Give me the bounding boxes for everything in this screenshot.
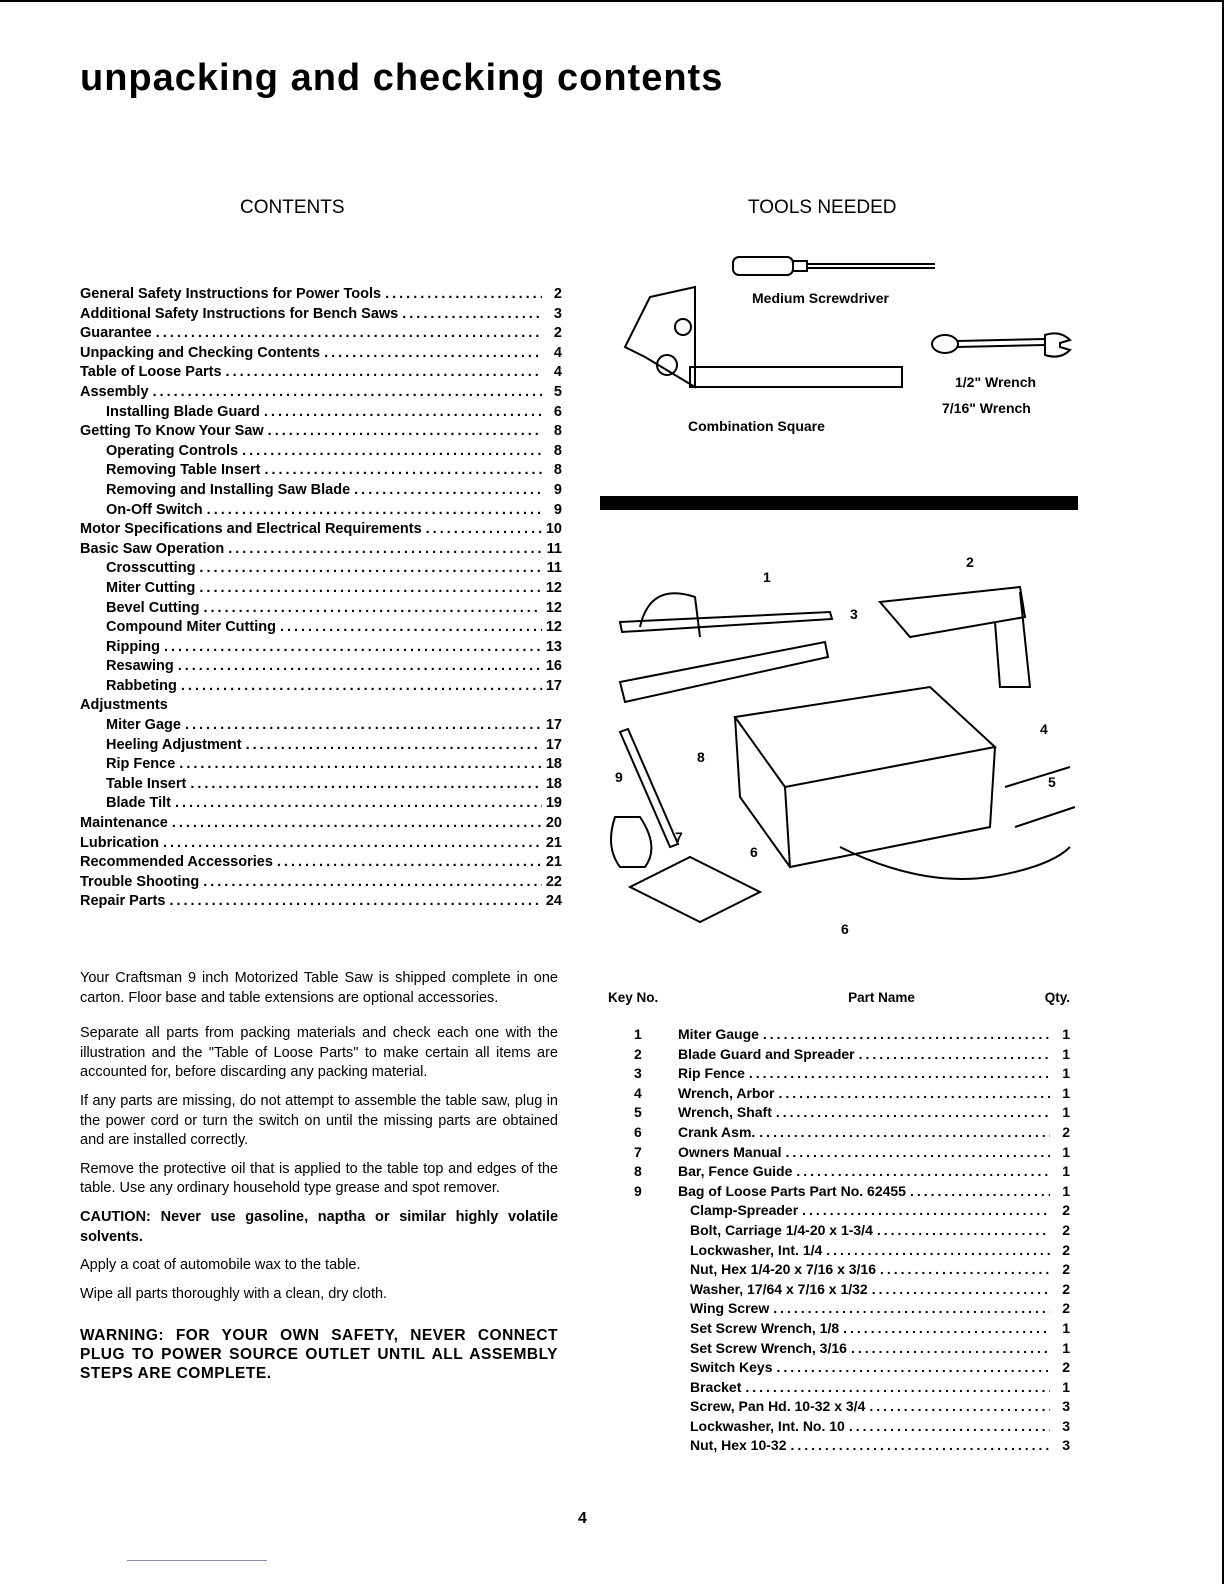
warning-text: WARNING: FOR YOUR OWN SAFETY, NEVER CONNECT PLUG TO POWER SOURCE OUTLET UNTIL ALL ASSEMBLY STEPS ARE COMPLETE.	[80, 1327, 558, 1383]
table-header	[608, 990, 1070, 1005]
leader-dots	[826, 1242, 1050, 1258]
toc-label: Blade Tilt	[106, 795, 171, 812]
toc-page: 20	[545, 815, 562, 832]
leader-dots	[226, 364, 542, 380]
toc-entry	[80, 364, 562, 384]
toc-page: 3	[553, 305, 562, 322]
parts-bag-icon	[611, 817, 651, 867]
table-row	[608, 1046, 1070, 1066]
part-qty: 2	[1062, 1300, 1070, 1317]
table-row	[608, 1281, 1070, 1301]
caution-label: CAUTION:	[80, 1208, 151, 1225]
part-name: Set Screw Wrench, 1/8	[690, 1319, 840, 1336]
leader-dots	[163, 835, 542, 851]
toc-entry	[80, 776, 562, 796]
part-qty: 1	[1062, 1143, 1070, 1160]
toc-label: Crosscutting	[106, 560, 196, 577]
part-name: Bolt, Carriage 1/4-20 x 1-3/4	[690, 1221, 873, 1238]
toc-entry	[80, 815, 562, 835]
paragraph: Separate all parts from packing materials and check each one with the illustration and the "Table of Loose Parts" to make certain all items are accounted for, before discarding any packing material.	[80, 1025, 558, 1081]
toc-page: 8	[553, 462, 562, 479]
leader-dots	[745, 1379, 1050, 1395]
table-row	[608, 1418, 1070, 1438]
toc-page: 2	[553, 325, 562, 342]
table-row	[608, 1163, 1070, 1183]
toc-page: 9	[553, 501, 562, 518]
part-qty: 3	[1062, 1398, 1070, 1415]
leader-dots	[324, 345, 542, 361]
toc-entry	[80, 502, 562, 522]
leader-dots	[185, 717, 542, 733]
table-row	[608, 1026, 1070, 1046]
toc-entry	[80, 462, 562, 482]
callout-2: 2	[966, 554, 974, 570]
leader-dots	[354, 482, 542, 498]
rip-fence-icon	[620, 642, 828, 702]
part-qty: 2	[1062, 1359, 1070, 1376]
leader-dots	[877, 1222, 1050, 1238]
loose-parts-table	[608, 990, 1070, 1457]
toc-entry	[80, 874, 562, 894]
toc-label: Adjustments	[80, 697, 168, 714]
toc-page: 2	[553, 286, 562, 302]
part-qty: 2	[1062, 1221, 1070, 1238]
callout-6: 6	[750, 844, 758, 860]
toc-entry	[80, 560, 562, 580]
toc-label: Table Insert	[106, 775, 187, 792]
part-name: Washer, 17/64 x 7/16 x 1/32	[690, 1280, 868, 1297]
leader-dots	[280, 619, 542, 635]
toc-entry	[80, 580, 562, 600]
toc-entry	[80, 286, 562, 306]
part-qty: 2	[1062, 1241, 1070, 1258]
toc-page: 12	[545, 579, 562, 596]
toc-entry	[80, 345, 562, 365]
toc-label: Table of Loose Parts	[80, 364, 222, 381]
part-qty: 3	[1062, 1417, 1070, 1434]
toc-entry	[80, 619, 562, 639]
toc-entry	[80, 658, 562, 678]
part-qty: 2	[1062, 1280, 1070, 1297]
blade-guard-icon	[880, 587, 1030, 687]
toc-label: Installing Blade Guard	[106, 403, 260, 420]
leader-dots	[859, 1046, 1050, 1062]
leader-dots	[169, 893, 541, 909]
toc-label: Motor Specifications and Electrical Requirements	[80, 521, 422, 538]
toc-page: 11	[546, 540, 562, 557]
toc-page: 12	[545, 599, 562, 616]
toc-entry	[80, 893, 562, 913]
paragraph: Your Craftsman 9 inch Motorized Table Saw is shipped complete in one carton. Floor base and table extensions are optional accessories.	[80, 970, 558, 1006]
leader-dots	[156, 325, 542, 341]
toc-page: 11	[546, 560, 562, 577]
contents-heading: CONTENTS	[240, 197, 345, 218]
divider-bar	[600, 496, 1078, 510]
toc-entry	[80, 795, 562, 815]
part-name: Screw, Pan Hd. 10-32 x 3/4	[690, 1398, 866, 1415]
part-qty: 1	[1062, 1319, 1070, 1336]
toc-label: Rabbeting	[106, 677, 177, 694]
key-no: 5	[634, 1104, 642, 1121]
toc-entry	[80, 756, 562, 776]
toc-entry	[80, 306, 562, 326]
table-row	[608, 1222, 1070, 1242]
leader-dots	[402, 306, 542, 322]
toc-label: Recommended Accessories	[80, 854, 273, 871]
fence-guide-bar-icon	[620, 729, 678, 847]
caution-paragraph	[80, 1208, 558, 1247]
leader-dots	[175, 795, 542, 811]
table-row	[608, 1437, 1070, 1457]
table-row	[608, 1398, 1070, 1418]
toc-entry	[80, 737, 562, 757]
toc-label: Heeling Adjustment	[106, 736, 242, 753]
part-qty: 1	[1062, 1104, 1070, 1121]
part-name-header: Part Name	[848, 990, 915, 1005]
toc-label: Miter Cutting	[106, 579, 196, 596]
toc-page: 5	[553, 383, 562, 400]
part-name: Crank Asm.	[678, 1123, 756, 1140]
leader-dots	[203, 600, 541, 616]
leader-dots	[851, 1340, 1050, 1356]
toc-label: Miter Gage	[106, 717, 181, 734]
toc-page: 17	[545, 736, 562, 753]
toc-label: Resawing	[106, 658, 174, 675]
key-no: 4	[634, 1084, 642, 1101]
part-qty: 1	[1062, 1339, 1070, 1356]
leader-dots	[776, 1359, 1050, 1375]
leader-dots	[228, 541, 542, 557]
table-row	[608, 1320, 1070, 1340]
part-qty: 1	[1062, 1045, 1070, 1062]
leader-dots	[172, 815, 542, 831]
leader-dots	[264, 404, 542, 420]
leader-dots	[749, 1065, 1050, 1081]
part-name: Lockwasher, Int. No. 10	[690, 1417, 845, 1434]
toc-label: Basic Saw Operation	[80, 540, 225, 557]
seven-sixteenth-wrench-label: 7/16" Wrench	[942, 400, 1031, 416]
callout-1: 1	[763, 569, 771, 585]
leader-dots	[190, 776, 542, 792]
part-name: Lockwasher, Int. 1/4	[690, 1241, 823, 1258]
toc-label: Guarantee	[80, 325, 152, 342]
page-number: 4	[578, 1510, 587, 1527]
callout-3: 3	[850, 606, 858, 622]
toc-entry	[80, 854, 562, 874]
toc-entry	[80, 521, 562, 541]
part-name: Switch Keys	[690, 1359, 773, 1376]
key-no: 2	[634, 1045, 642, 1062]
toc-entry	[80, 325, 562, 345]
toc-label: Compound Miter Cutting	[106, 619, 276, 636]
table-row	[608, 1065, 1070, 1085]
key-no: 8	[634, 1163, 642, 1180]
leader-dots	[849, 1418, 1050, 1434]
leader-dots	[773, 1300, 1050, 1316]
toc-entry	[80, 384, 562, 404]
callout-7: 7	[675, 829, 683, 845]
toc-page: 16	[545, 658, 562, 675]
table-row	[608, 1183, 1070, 1203]
toc-label: Bevel Cutting	[106, 599, 200, 616]
part-qty: 1	[1062, 1182, 1070, 1199]
screwdriver-label: Medium Screwdriver	[752, 290, 889, 306]
toc-entry	[80, 423, 562, 443]
toc-entry	[80, 697, 562, 717]
caution-text: Never use gasoline, naptha or similar highly volatile solvents.	[80, 1208, 559, 1245]
leader-dots	[426, 521, 542, 537]
leader-dots	[164, 639, 542, 655]
toc-label: Removing and Installing Saw Blade	[106, 481, 351, 498]
loose-parts-illustration	[600, 547, 1090, 937]
toc-entry	[80, 482, 562, 502]
leader-dots	[203, 874, 542, 890]
leader-dots	[872, 1281, 1050, 1297]
toc-entry	[80, 541, 562, 561]
toc-page: 17	[545, 717, 562, 734]
toc-label: Rip Fence	[106, 756, 176, 773]
table-row	[608, 1340, 1070, 1360]
toc-page: 19	[545, 795, 562, 812]
toc-page: 8	[553, 423, 562, 440]
leader-dots	[199, 560, 542, 576]
leader-dots	[796, 1163, 1050, 1179]
part-qty: 2	[1062, 1123, 1070, 1140]
part-name: Bracket	[690, 1378, 742, 1395]
paragraph: If any parts are missing, do not attempt to assemble the table saw, plug in the power cord or turn the switch on until the missing parts are obtained and are installed correctly.	[80, 1092, 558, 1149]
toc-label: Operating Controls	[106, 442, 239, 459]
power-cord-icon	[840, 847, 1070, 879]
toc-page: 9	[553, 481, 562, 498]
table-row	[608, 1300, 1070, 1320]
shaft-wrench-icon	[1015, 807, 1075, 827]
table-row	[608, 1242, 1070, 1262]
leader-dots	[199, 580, 541, 596]
callout-4: 4	[1040, 721, 1048, 737]
leader-dots	[246, 737, 542, 753]
toc-page: 21	[545, 854, 562, 871]
callout-6b: 6	[841, 921, 849, 937]
miter-gauge-icon	[620, 593, 832, 637]
key-no-header: Key No.	[608, 990, 659, 1005]
qty-header: Qty.	[1044, 990, 1070, 1005]
part-name: Nut, Hex 10-32	[690, 1437, 787, 1454]
part-name: Miter Gauge	[678, 1026, 759, 1042]
leader-dots	[802, 1202, 1050, 1218]
toc-page: 6	[553, 403, 562, 420]
combination-square-label: Combination Square	[688, 418, 825, 434]
leader-dots	[242, 443, 542, 459]
leader-dots	[910, 1183, 1050, 1199]
toc-entry	[80, 835, 562, 855]
toc-page: 8	[553, 442, 562, 459]
toc-entry	[80, 639, 562, 659]
toc-label: Repair Parts	[80, 893, 166, 910]
part-name: Wrench, Shaft	[678, 1104, 772, 1121]
key-no: 6	[634, 1123, 642, 1140]
toc-label: Unpacking and Checking Contents	[80, 344, 321, 361]
toc-label: Removing Table Insert	[106, 462, 261, 479]
key-no: 7	[634, 1143, 642, 1160]
leader-dots	[207, 502, 542, 518]
part-qty: 1	[1062, 1065, 1070, 1082]
toc-page: 17	[545, 677, 562, 694]
part-name: Rip Fence	[678, 1065, 745, 1082]
toc-label: Additional Safety Instructions for Bench Saws	[80, 305, 399, 322]
key-no: 9	[634, 1182, 642, 1199]
half-inch-wrench-label: 1/2" Wrench	[955, 374, 1037, 390]
leader-dots	[178, 658, 542, 674]
toc-entry	[80, 717, 562, 737]
leader-dots	[759, 1124, 1050, 1140]
toc-label: Trouble Shooting	[80, 873, 200, 890]
paragraph: Apply a coat of automobile wax to the table.	[80, 1257, 361, 1274]
leader-dots	[763, 1026, 1050, 1042]
toc-entry	[80, 404, 562, 424]
key-no: 3	[634, 1065, 642, 1082]
arbor-wrench-icon	[1005, 767, 1070, 787]
leader-dots	[880, 1261, 1050, 1277]
toc-page: 10	[545, 521, 562, 538]
paragraph: Remove the protective oil that is applied to the table top and edges of the table. Use any ordinary household type grease and spot remover.	[80, 1160, 558, 1197]
toc-label: Ripping	[106, 638, 160, 655]
footer-line	[127, 1560, 267, 1561]
table-row	[608, 1085, 1070, 1105]
table-row	[608, 1124, 1070, 1144]
table-row	[608, 1379, 1070, 1399]
key-no: 1	[634, 1026, 642, 1042]
part-qty: 1	[1062, 1163, 1070, 1180]
part-qty: 1	[1062, 1026, 1070, 1042]
part-name: Owners Manual	[678, 1143, 782, 1160]
leader-dots	[181, 678, 542, 694]
table-row	[608, 1144, 1070, 1164]
table-row	[608, 1359, 1070, 1379]
leader-dots	[869, 1398, 1050, 1414]
part-name: Wrench, Arbor	[678, 1084, 775, 1101]
toc-page: 13	[545, 638, 562, 655]
toc-page: 18	[545, 775, 562, 792]
part-name: Wing Screw	[690, 1300, 770, 1317]
part-qty: 2	[1062, 1261, 1070, 1278]
part-name: Bag of Loose Parts Part No. 62455	[678, 1182, 906, 1199]
callout-5: 5	[1048, 774, 1056, 790]
table-row	[608, 1104, 1070, 1124]
toc-entry	[80, 443, 562, 463]
leader-dots	[268, 423, 542, 439]
part-qty: 3	[1062, 1437, 1070, 1454]
part-name: Nut, Hex 1/4-20 x 7/16 x 3/16	[690, 1261, 876, 1278]
table-of-contents	[80, 286, 562, 913]
toc-label: Lubrication	[80, 834, 159, 851]
callout-9: 9	[615, 769, 623, 785]
table-row	[608, 1202, 1070, 1222]
part-name: Bar, Fence Guide	[678, 1163, 793, 1180]
toc-label: On-Off Switch	[106, 501, 203, 518]
toc-label: Maintenance	[80, 815, 168, 832]
callout-8: 8	[697, 749, 705, 765]
toc-label: Getting To Know Your Saw	[80, 423, 264, 440]
part-qty: 1	[1062, 1378, 1070, 1395]
leader-dots	[179, 756, 542, 772]
toc-page: 4	[553, 364, 562, 381]
toc-label: Assembly	[80, 383, 149, 400]
toc-page: 12	[545, 619, 562, 636]
instructions-text	[80, 969, 558, 1392]
part-name: Blade Guard and Spreader	[678, 1045, 855, 1062]
page-title: unpacking and checking contents	[80, 57, 724, 99]
paragraph: Wipe all parts thoroughly with a clean, dry cloth.	[80, 1285, 388, 1302]
toc-entry	[80, 678, 562, 698]
wrench-icon	[932, 333, 1070, 356]
toc-page: 24	[545, 893, 562, 910]
owners-manual-icon	[630, 857, 760, 922]
leader-dots	[843, 1320, 1050, 1336]
toc-page: 18	[545, 756, 562, 773]
leader-dots	[785, 1144, 1050, 1160]
leader-dots	[790, 1437, 1050, 1453]
toc-entry	[80, 600, 562, 620]
part-name: Clamp-Spreader	[690, 1202, 799, 1219]
toc-page: 22	[545, 873, 562, 890]
tools-heading: TOOLS NEEDED	[748, 197, 897, 218]
screwdriver-icon	[733, 257, 935, 275]
table-row	[608, 1261, 1070, 1281]
toc-page: 4	[553, 344, 562, 361]
part-name: Set Screw Wrench, 3/16	[690, 1339, 847, 1356]
leader-dots	[778, 1085, 1050, 1101]
leader-dots	[277, 854, 542, 870]
toc-label: General Safety Instructions for Power Tools	[80, 286, 382, 302]
leader-dots	[153, 384, 542, 400]
part-qty: 1	[1062, 1084, 1070, 1101]
toc-page: 21	[545, 834, 562, 851]
saw-table-icon	[735, 687, 995, 867]
leader-dots	[776, 1104, 1050, 1120]
leader-dots	[264, 462, 542, 478]
leader-dots	[385, 286, 542, 302]
part-qty: 2	[1062, 1202, 1070, 1219]
